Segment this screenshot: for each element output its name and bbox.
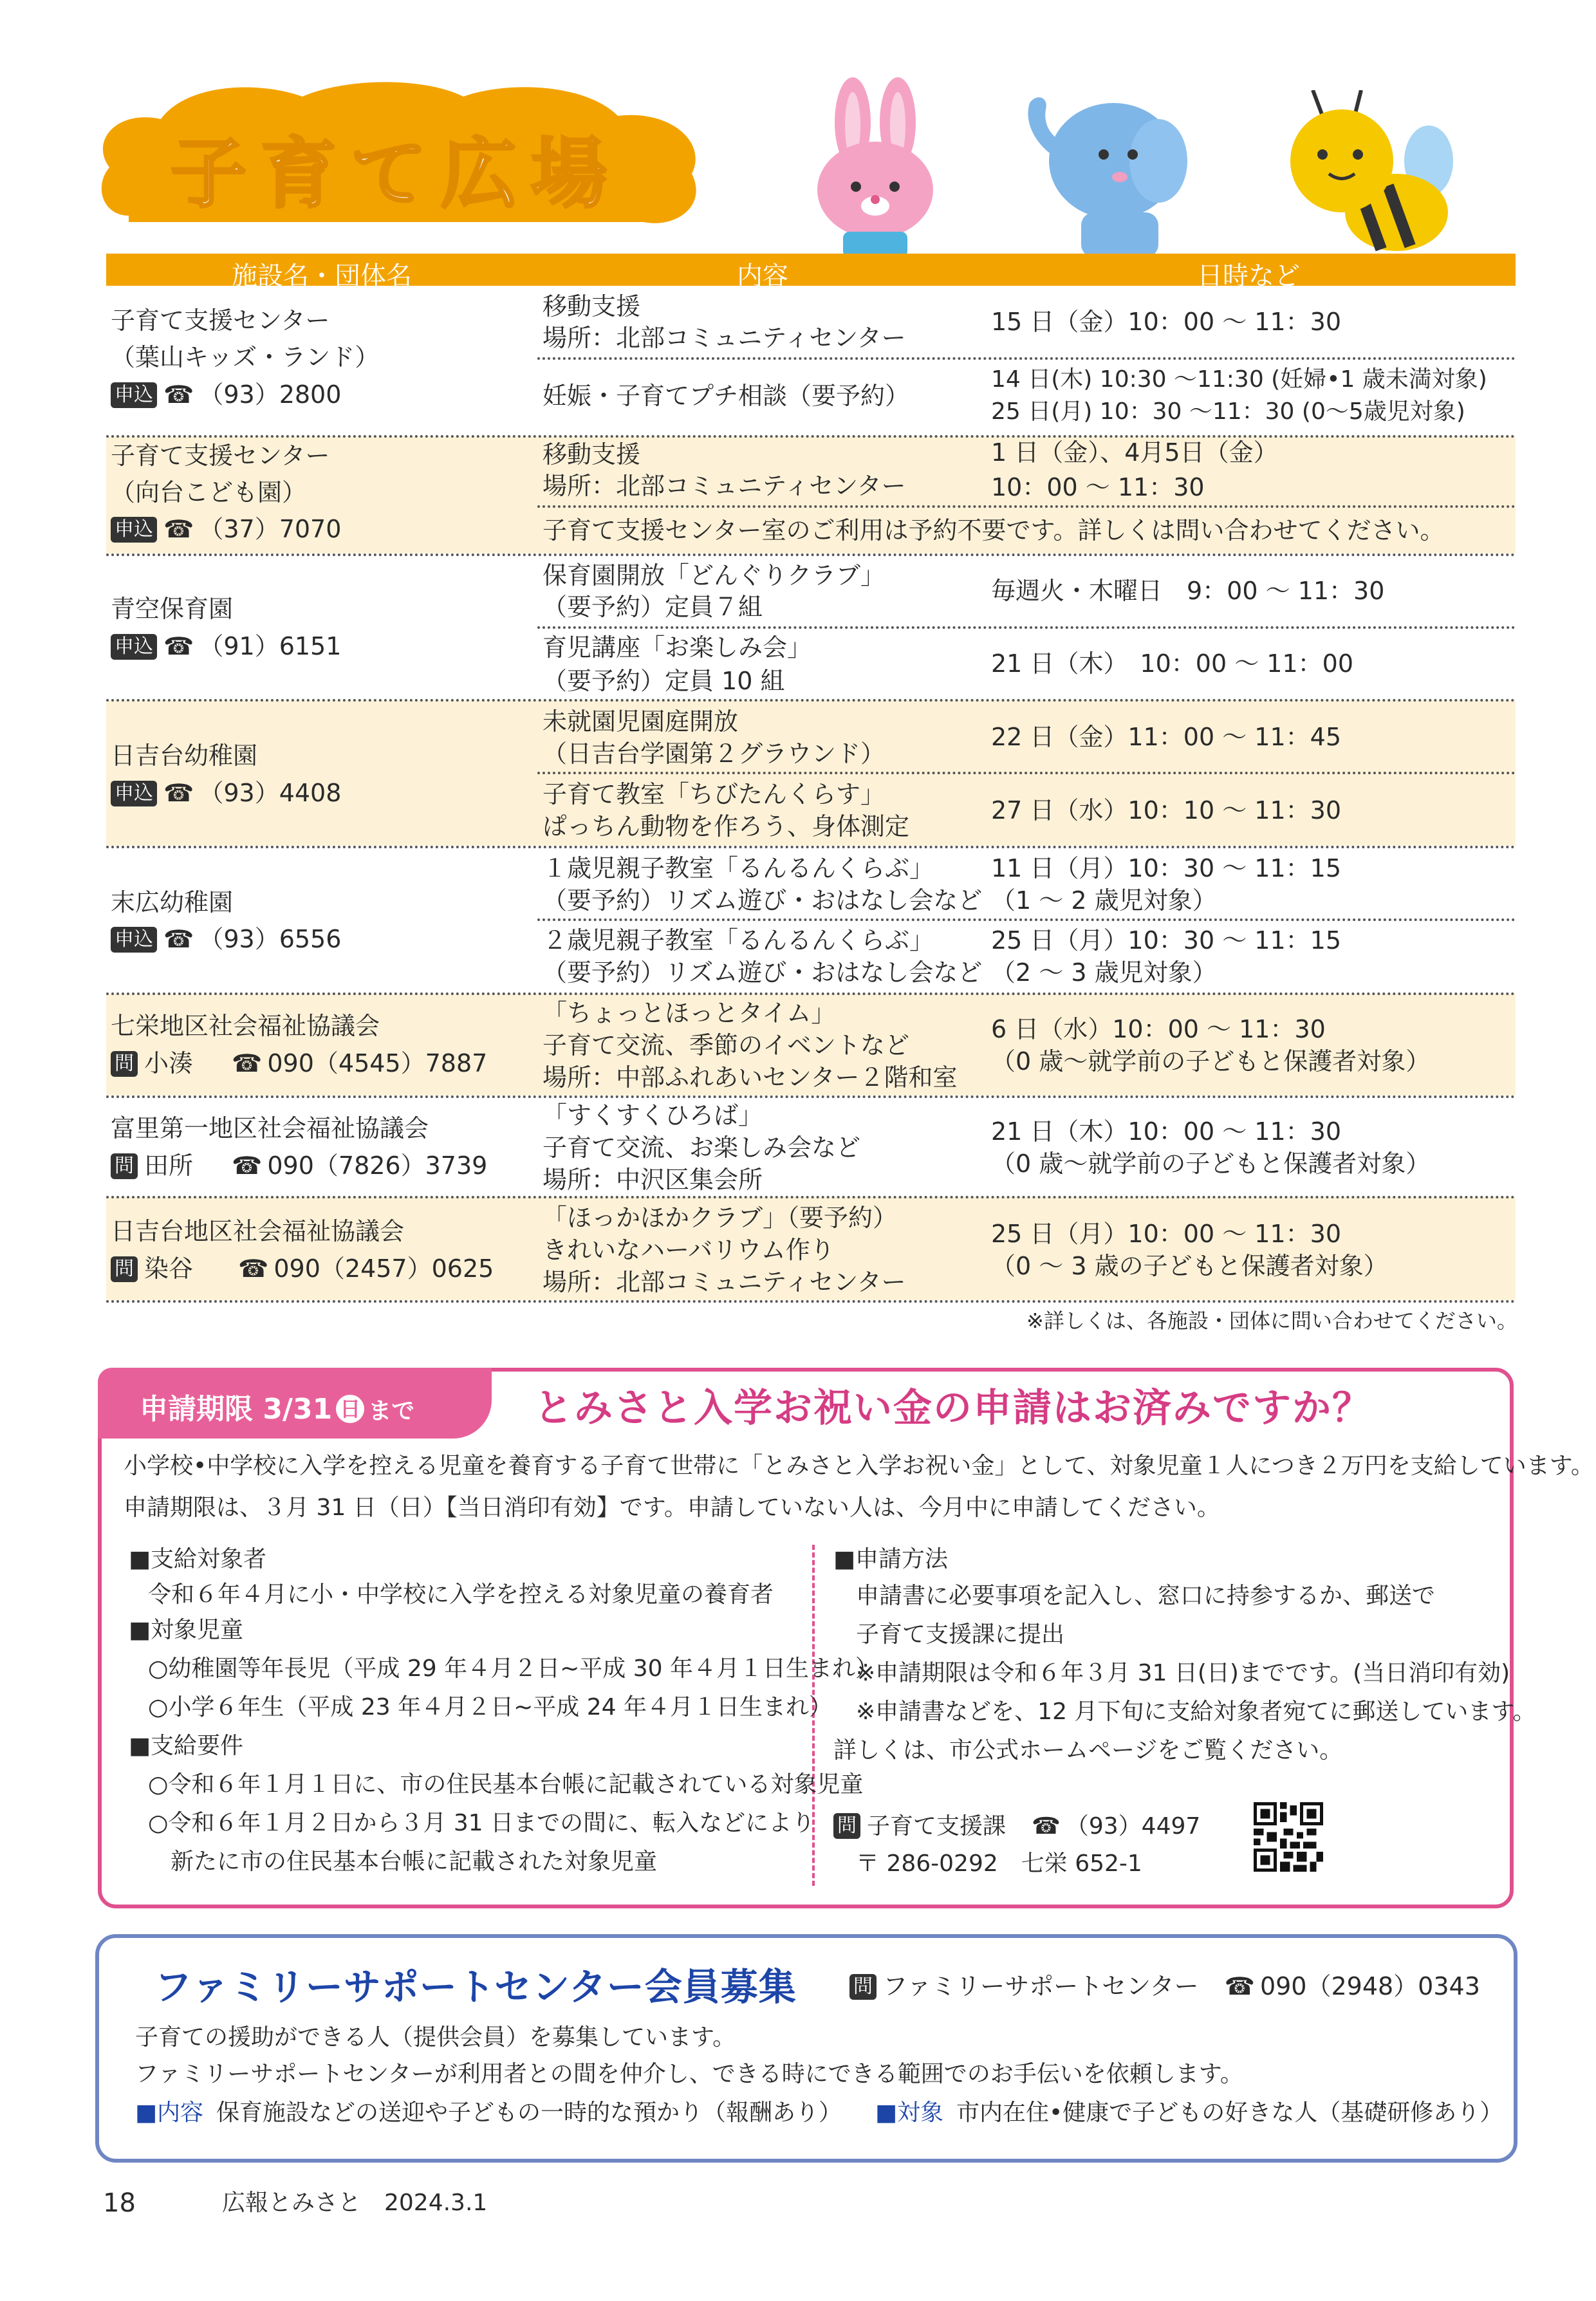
datetime: 21 日（木）10：00 ～ 11：30	[991, 1117, 1342, 1146]
apply-badge: 申込	[111, 781, 157, 806]
org-contact	[111, 1045, 487, 1081]
content: 未就園児園庭開放	[543, 707, 739, 736]
datetime: 25 日（月）10：30 ～ 11：15	[991, 926, 1342, 955]
content-text: 保育施設などの送迎や子どもの一時的な預かり（報酬あり）	[216, 2100, 842, 2126]
org-contact	[111, 921, 341, 957]
gift-left-line: ○小学６年生（平成 23 年４月２日~平成 24 年４月１日生まれ）	[148, 1694, 832, 1720]
phone-icon: ☎	[1224, 1972, 1255, 2000]
content: 育児講座「お楽しみ会」	[543, 633, 812, 662]
datetime: （0 ～ 3 歳の子どもと保護者対象）	[991, 1252, 1388, 1280]
qr-code-icon[interactable]	[1254, 1802, 1323, 1872]
row-divider	[106, 1196, 1516, 1198]
phone-number: （93）6556	[199, 925, 342, 953]
gift-left-line: 令和６年４月に小・中学校に入学を控える対象児童の養育者	[148, 1581, 774, 1608]
apply-badge: 申込	[111, 927, 157, 953]
row-divider	[106, 1300, 1516, 1303]
target-text: 市内在住•健康で子どもの好きな人（基礎研修あり）	[956, 2100, 1503, 2126]
header-content: 内容	[737, 261, 788, 291]
contact-dept: 子育て支援課	[867, 1813, 1007, 1840]
gift-left-line: ■対象児童	[129, 1617, 244, 1643]
row-divider	[106, 554, 1516, 556]
org-name: 末広幼稚園	[111, 888, 234, 917]
org-contact	[111, 1251, 494, 1287]
apply-badge: 申込	[111, 517, 157, 543]
contact-address: 〒 286-0292 七栄 652-1	[856, 1850, 1142, 1877]
org-contact	[111, 628, 341, 664]
target-label: ■対象	[875, 2100, 944, 2126]
ask-badge: 問	[111, 1153, 138, 1179]
bee-illustration	[1281, 90, 1454, 257]
phone-icon: ☎	[1032, 1813, 1061, 1840]
gift-left-line: ○令和６年１月１日に、市の住民基本台帳に記載されている対象児童	[148, 1771, 864, 1798]
datetime: 21 日（木） 10：00 ～ 11：00	[991, 649, 1354, 678]
content: 「ちょっとほっとタイム」	[543, 999, 836, 1027]
content: ２歳児親子教室「るんるんくらぶ」	[543, 926, 934, 955]
gift-contact	[833, 1809, 1200, 1845]
content: 子育て教室「ちびたんくらす」	[543, 780, 886, 808]
content: 場所：中沢区集会所	[543, 1166, 763, 1194]
datetime: 毎週火・木曜日 9：00 ～ 11：30	[991, 577, 1385, 605]
org-name: （向台こども園）	[111, 478, 307, 507]
content: 保育園開放「どんぐりクラブ」	[543, 561, 886, 590]
family-target	[875, 2095, 1503, 2131]
row-divider	[106, 846, 1516, 848]
ask-badge: 問	[111, 1256, 138, 1282]
datetime: 11 日（月）10：30 ～ 11：15	[991, 854, 1342, 882]
phone-icon: ☎	[163, 779, 194, 807]
org-name: 富里第一地区社会福祉協議会	[111, 1114, 429, 1142]
ask-badge: 問	[833, 1813, 860, 1839]
day-badge: 日	[336, 1395, 364, 1423]
gift-left-line: 新たに市の住民基本台帳に記載された対象児童	[171, 1849, 658, 1875]
phone-number: 090（7826）3739	[267, 1151, 488, 1180]
org-name: 青空保育園	[111, 595, 234, 623]
org-name: 日吉台幼稚園	[111, 741, 258, 770]
elephant-illustration	[1010, 84, 1191, 257]
phone-icon: ☎	[232, 1049, 263, 1077]
gift-left-line: ■支給対象者	[129, 1546, 267, 1572]
content: 移動支援	[543, 292, 641, 321]
datetime: 27 日（水）10：10 ～ 11：30	[991, 796, 1342, 824]
datetime: 10：00 ～ 11：30	[991, 473, 1205, 501]
content: （要予約）リズム遊び・おはなし会など	[543, 886, 983, 915]
gift-left-line: ○幼稚園等年長児（平成 29 年４月２日~平成 30 年４月１日生まれ）	[148, 1655, 878, 1682]
org-name: 子育て支援センター	[111, 306, 330, 335]
datetime: 25 日(月) 10：30 ～11：30 (0～5歳児対象)	[991, 398, 1465, 425]
note: 子育て支援センター室のご利用は予約不要です。詳しくは問い合わせてください。	[543, 516, 1445, 545]
contact-name: ファミリーサポートセンター	[883, 1972, 1199, 2000]
content: きれいなハーバリウム作り	[543, 1236, 835, 1264]
publication-info: 広報とみさと 2024.3.1	[222, 2190, 488, 2216]
org-name: 子育て支援センター	[111, 442, 330, 470]
content: 子育て交流、季節のイベントなど	[543, 1031, 910, 1059]
gift-left-line: ○令和６年１月２日から３月 31 日までの間に、転入などにより	[148, 1810, 815, 1836]
phone-number: （93）4497	[1065, 1813, 1201, 1840]
datetime: （0 歳～就学前の子どもと保護者対象）	[991, 1150, 1431, 1178]
content: 移動支援	[543, 440, 641, 469]
datetime: 22 日（金）11：00 ～ 11：45	[991, 723, 1342, 751]
gift-right-line: 詳しくは、市公式ホームページをご覧ください。	[833, 1737, 1343, 1764]
org-contact	[111, 775, 341, 811]
org-contact	[111, 511, 341, 547]
content: （日吉台学園第２グラウンド）	[543, 740, 886, 768]
content: ぱっちん動物を作ろう、身体測定	[543, 812, 910, 841]
org-name: 七栄地区社会福祉協議会	[111, 1012, 380, 1040]
header-datetime: 日時など	[1197, 261, 1300, 291]
phone-number: 090（2457）0625	[274, 1254, 494, 1283]
phone-number: （93）4408	[199, 779, 342, 807]
datetime: 15 日（金）10：00 ～ 11：30	[991, 308, 1342, 336]
family-text: 子育ての援助ができる人（提供会員）を募集しています。	[135, 2024, 736, 2051]
content: 子育て交流、お楽しみ会など	[543, 1133, 861, 1162]
content: １歳児親子教室「るんるんくらぶ」	[543, 854, 934, 882]
rabbit-illustration	[804, 77, 946, 257]
datetime: （1 ～ 2 歳児対象）	[991, 886, 1217, 915]
gift-intro: 小学校•中学校に入学を控える児童を養育する子育て世帯に「とみさと入学お祝い金」として、対象児童１人につき２万円を支給しています。	[124, 1453, 1594, 1479]
family-content	[135, 2095, 842, 2131]
apply-badge: 申込	[111, 634, 157, 660]
page-title: 子育て広場	[171, 129, 622, 218]
apply-badge: 申込	[111, 382, 157, 408]
phone-icon: ☎	[232, 1151, 263, 1180]
phone-number: （37）7070	[199, 515, 342, 543]
content: （要予約）定員７組	[543, 593, 763, 621]
gift-right-line: 申請書に必要事項を記入し、窓口に持参するか、郵送で	[856, 1583, 1436, 1609]
gift-right-line: ■申請方法	[833, 1546, 949, 1572]
content: 「ほっかほかクラブ」（要予約）	[543, 1204, 898, 1232]
content: 場所：北部コミュニティセンター	[543, 324, 906, 352]
org-contact	[111, 377, 341, 413]
datetime: 25 日（月）10：00 ～ 11：30	[991, 1220, 1342, 1248]
family-text: ファミリーサポートセンターが利用者との間を仲介し、できる時にできる範囲でのお手伝いを依頼します。	[135, 2061, 1243, 2087]
phone-number: （93）2800	[199, 380, 342, 409]
phone-icon: ☎	[238, 1254, 269, 1283]
datetime: （0 歳～就学前の子どもと保護者対象）	[991, 1047, 1431, 1076]
org-contact	[111, 1148, 487, 1184]
phone-number: （91）6151	[199, 632, 342, 660]
datetime: （2 ～ 3 歳児対象）	[991, 958, 1217, 987]
content: 場所：中部ふれあいセンター２階和室	[543, 1063, 958, 1092]
content: （要予約）リズム遊び・おはなし会など	[543, 958, 983, 987]
deadline-suffix: まで	[368, 1398, 415, 1424]
content: 場所：北部コミュニティセンター	[543, 1268, 906, 1296]
phone-number: 090（4545）7887	[267, 1049, 488, 1077]
org-name: （葉山キッズ・ランド）	[111, 343, 380, 371]
table-footnote: ※詳しくは、各施設・団体に問い合わせてください。	[1026, 1309, 1517, 1333]
datetime: 14 日(木) 10:30 ～11:30 (妊婦•1 歳未満対象)	[991, 366, 1487, 393]
contact-person: 田所	[144, 1151, 194, 1180]
ask-badge: 問	[849, 1974, 877, 2000]
datetime: 1 日（金）、4月5日（金）	[991, 438, 1278, 467]
family-heading: ファミリーサポートセンター会員募集	[154, 1965, 797, 2009]
sub-divider	[537, 918, 1516, 921]
gift-right-line: 子育て支援課に提出	[856, 1621, 1065, 1648]
content: 妊娠・子育てプチ相談（要予約）	[543, 382, 910, 410]
datetime: 6 日（水）10：00 ～ 11：30	[991, 1015, 1326, 1043]
content: 場所：北部コミュニティセンター	[543, 472, 906, 500]
gift-intro: 申請期限は、３月 31 日（日）【当日消印有効】です。申請していない人は、今月中に申請してください。	[124, 1495, 1220, 1521]
content-label: ■内容	[135, 2100, 204, 2126]
phone-icon: ☎	[163, 515, 194, 543]
header-org: 施設名・団体名	[232, 261, 412, 291]
deadline-tab	[98, 1368, 492, 1439]
page-number: 18	[103, 2188, 136, 2218]
sub-divider	[537, 505, 1516, 508]
content: 「すくすくひろば」	[543, 1101, 763, 1130]
phone-number: 090（2948）0343	[1259, 1972, 1480, 2000]
contact-person: 染谷	[144, 1254, 194, 1283]
family-contact	[849, 1968, 1480, 2004]
gift-right-line: ※申請期限は令和６年３月 31 日(日)までです。(当日消印有効)	[856, 1660, 1510, 1686]
ask-badge: 問	[111, 1051, 138, 1077]
table-header	[106, 254, 1516, 291]
phone-icon: ☎	[163, 380, 194, 409]
content: （要予約）定員 10 組	[543, 667, 785, 695]
phone-icon: ☎	[163, 632, 194, 660]
contact-person: 小湊	[144, 1049, 194, 1077]
org-name: 日吉台地区社会福祉協議会	[111, 1217, 405, 1245]
sub-divider	[537, 357, 1516, 360]
gift-left-line: ■支給要件	[129, 1733, 244, 1759]
sub-divider	[537, 772, 1516, 774]
row-divider	[106, 1095, 1516, 1098]
phone-icon: ☎	[163, 925, 194, 953]
gift-right-line: ※申請書などを、12 月下旬に支給対象者宛てに郵送しています。	[856, 1699, 1536, 1725]
row-divider	[106, 699, 1516, 702]
deadline-text: 申請期限 3/31	[140, 1393, 333, 1426]
sub-divider	[537, 626, 1516, 629]
gift-heading: とみさと入学お祝い金の申請はお済みですか？	[534, 1386, 1372, 1431]
